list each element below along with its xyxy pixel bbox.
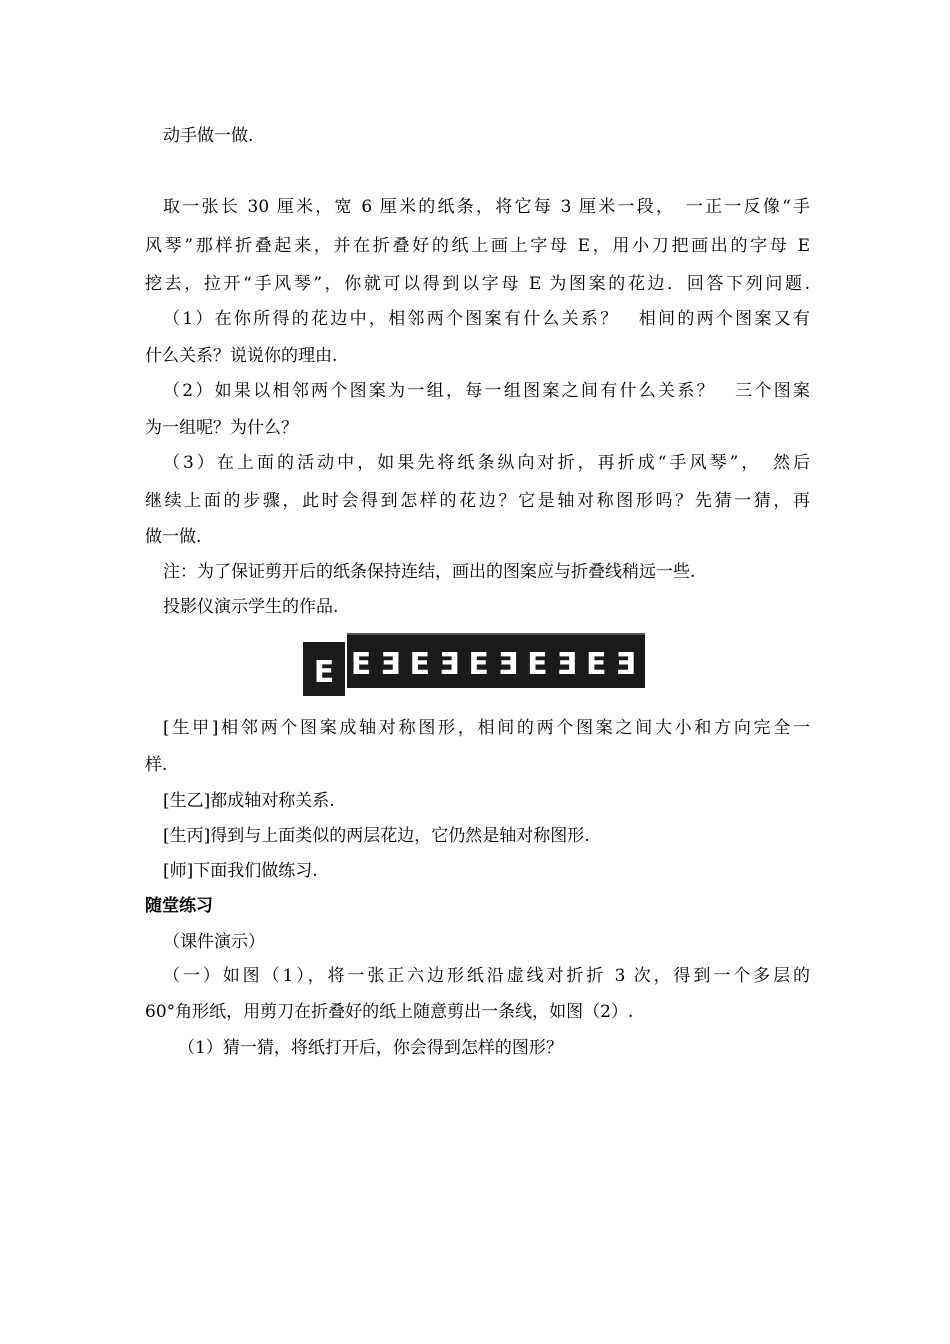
heading-hands-on: 动手做一做. (163, 126, 254, 146)
exercise-1-line: 60°角形纸，用剪刀在折叠好的纸上随意剪出一条线，如图（2）. (145, 1002, 634, 1022)
paragraph-line: 风琴”那样折叠起来，并在折叠好的纸上画上字母 E，用小刀把画出的字母 E (145, 236, 810, 256)
strip-letter: Ǝ (556, 647, 578, 682)
note-line: 注：为了保证剪开后的纸条保持连结，画出的图案应与折叠线稍远一些. (163, 562, 696, 582)
exercise-1-line: （一）如图（1），将一张正六边形纸沿虚线对折折 3 次，得到一个多层的 (163, 966, 810, 986)
projector-line: 投影仪演示学生的作品. (163, 597, 339, 617)
question-3-line: 继续上面的步骤，此时会得到怎样的花边？它是轴对称图形吗？先猜一猜，再 (145, 491, 810, 511)
section-heading-practice: 随堂练习 (145, 896, 213, 916)
strip-letter: E (468, 647, 489, 682)
strip-letter: Ǝ (615, 647, 636, 682)
strip-letter: E (313, 655, 335, 690)
question-2-line: （2）如果以相邻两个图案为一组，每一组图案之间有什么关系？ 三个图案 (163, 381, 810, 401)
paragraph-line: 取一张长 30 厘米，宽 6 厘米的纸条，将它每 3 厘米一段， 一正一反像“手 (163, 197, 810, 217)
paragraph-line: 挖去，拉开“手风琴”，你就可以得到以字母 E 为图案的花边．回答下列问题. (145, 274, 810, 294)
question-1-line: 什么关系？说说你的理由. (145, 346, 338, 366)
strip-letter: E (585, 647, 607, 682)
question-3-line: （3）在上面的活动中，如果先将纸条纵向对折，再折成“手风琴”， 然后 (163, 453, 810, 473)
teacher-line: [师]下面我们做练习. (163, 861, 318, 881)
strip-letter: E (409, 647, 431, 682)
strip-letter: Ǝ (380, 647, 401, 682)
strip-letter: Ǝ (497, 647, 519, 682)
courseware-note: （课件演示） (163, 932, 265, 952)
letter-e-strip-figure (303, 630, 645, 698)
student-a-line: [生甲]相邻两个图案成轴对称图形，相间的两个图案之间大小和方向完全一 (163, 718, 810, 738)
strip-letter: E (350, 647, 372, 682)
student-c-line: [生丙]得到与上面类似的两层花边，它仍然是轴对称图形. (163, 826, 590, 846)
strip-letter: E (527, 647, 548, 682)
strip-letter: Ǝ (438, 647, 460, 682)
question-2-line: 为一组呢？为什么？ (145, 418, 298, 438)
question-1-line: （1）在你所得的花边中，相邻两个图案有什么关系？ 相间的两个图案又有 (163, 309, 810, 329)
student-a-line: 样. (145, 755, 168, 775)
student-b-line: [生乙]都成轴对称关系. (163, 791, 335, 811)
question-3-line: 做一做. (145, 527, 202, 547)
exercise-1-question: （1）猜一猜，将纸打开后，你会得到怎样的图形？ (178, 1038, 563, 1058)
